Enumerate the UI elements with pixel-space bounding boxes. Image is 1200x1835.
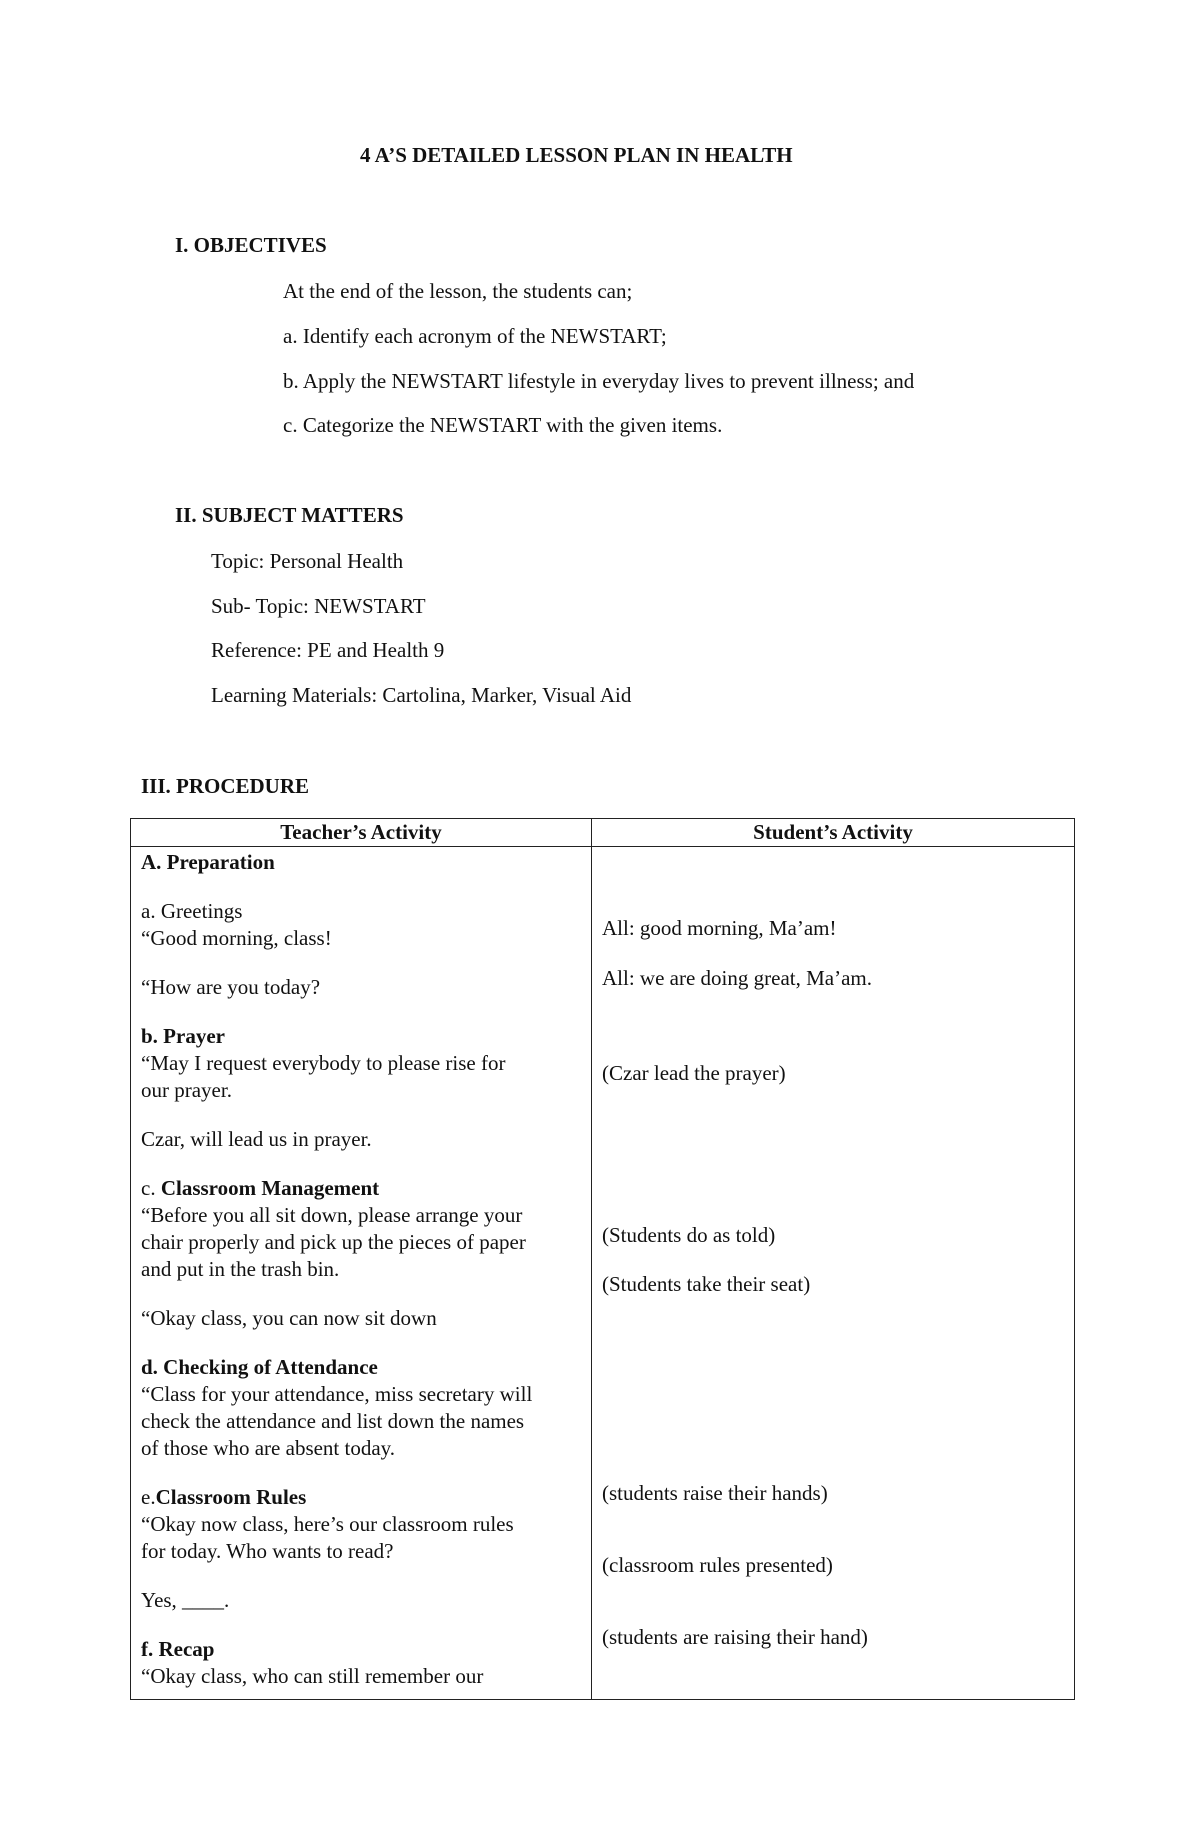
student-response-4: (Students do as told) xyxy=(602,1223,776,1247)
prayer-line-2: Czar, will lead us in prayer. xyxy=(141,1127,372,1151)
subject-topic: Topic: Personal Health xyxy=(211,549,404,573)
prayer-label: b. Prayer xyxy=(141,1024,225,1048)
subject-reference: Reference: PE and Health 9 xyxy=(211,638,445,662)
recap-line-1: “Okay class, who can still remember our xyxy=(141,1664,484,1688)
student-activity-cell xyxy=(592,847,1075,1700)
greetings-line-2: “How are you today? xyxy=(141,975,321,999)
classroom-rules-line-1a: “Okay now class, here’s our classroom rules xyxy=(141,1512,514,1536)
classroom-rules-label: e.Classroom Rules xyxy=(141,1485,307,1509)
attendance-line-1b: check the attendance and list down the names xyxy=(141,1409,525,1433)
attendance-line-1c: of those who are absent today. xyxy=(141,1436,396,1460)
document-title: 4 A’S DETAILED LESSON PLAN IN HEALTH xyxy=(360,143,793,167)
procedure-table xyxy=(130,818,1075,1700)
greetings-label: a. Greetings xyxy=(141,899,243,923)
subject-sub-topic: Sub- Topic: NEWSTART xyxy=(211,594,426,618)
student-response-8: (students are raising their hand) xyxy=(602,1625,868,1649)
objective-item-c: c. Categorize the NEWSTART with the given items. xyxy=(283,413,723,437)
objective-item-b: b. Apply the NEWSTART lifestyle in everyday lives to prevent illness; and xyxy=(283,369,915,393)
student-response-7: (classroom rules presented) xyxy=(602,1553,833,1577)
prayer-line-1b: our prayer. xyxy=(141,1078,232,1102)
classroom-management-line-1b: chair properly and pick up the pieces of paper xyxy=(141,1230,526,1254)
preparation-label: A. Preparation xyxy=(141,850,275,874)
recap-label: f. Recap xyxy=(141,1637,215,1661)
objective-item-a: a. Identify each acronym of the NEWSTART; xyxy=(283,324,667,348)
subject-materials: Learning Materials: Cartolina, Marker, Visual Aid xyxy=(211,683,632,707)
classroom-management-line-1a: “Before you all sit down, please arrange your xyxy=(141,1203,523,1227)
subject-matters-heading: II. SUBJECT MATTERS xyxy=(175,503,404,527)
teacher-activity-cell xyxy=(131,847,592,1700)
objectives-heading: I. OBJECTIVES xyxy=(175,233,327,257)
student-activity-header: Student’s Activity xyxy=(592,819,1075,847)
attendance-label: d. Checking of Attendance xyxy=(141,1355,378,1379)
student-response-5: (Students take their seat) xyxy=(602,1272,811,1296)
student-response-2: All: we are doing great, Ma’am. xyxy=(602,966,872,990)
teacher-activity-header: Teacher’s Activity xyxy=(131,819,592,847)
classroom-rules-line-2: Yes, ____. xyxy=(141,1588,230,1612)
attendance-line-1a: “Class for your attendance, miss secretary will xyxy=(141,1382,533,1406)
procedure-heading: III. PROCEDURE xyxy=(141,774,310,798)
classroom-management-label: c. Classroom Management xyxy=(141,1176,380,1200)
student-response-6: (students raise their hands) xyxy=(602,1481,828,1505)
student-response-1: All: good morning, Ma’am! xyxy=(602,916,837,940)
student-response-3: (Czar lead the prayer) xyxy=(602,1061,786,1085)
classroom-management-line-2: “Okay class, you can now sit down xyxy=(141,1306,437,1330)
classroom-management-line-1c: and put in the trash bin. xyxy=(141,1257,340,1281)
classroom-rules-line-1b: for today. Who wants to read? xyxy=(141,1539,394,1563)
greetings-line-1: “Good morning, class! xyxy=(141,926,332,950)
prayer-line-1a: “May I request everybody to please rise for xyxy=(141,1051,506,1075)
objectives-intro: At the end of the lesson, the students can; xyxy=(283,279,633,303)
